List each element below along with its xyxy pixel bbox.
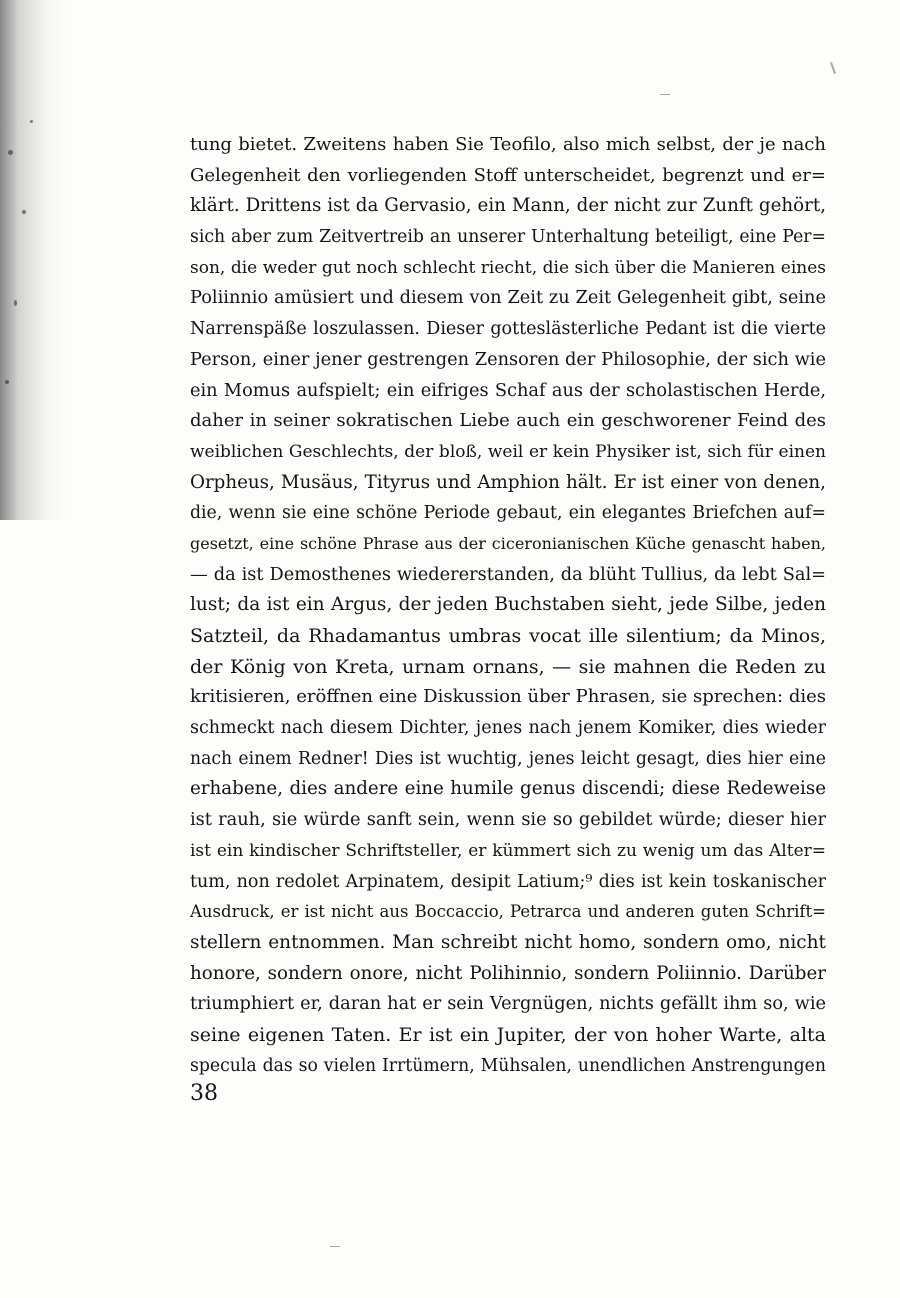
- text-line: Gelegenheit den vorliegenden Stoff unterscheidet, begrenzt und er=: [190, 164, 826, 186]
- text-line: stellern entnommen. Man schreibt nicht homo, sondern omo, nicht: [190, 931, 826, 953]
- binding-shadow: [0, 0, 70, 520]
- scan-mark: [830, 62, 836, 74]
- text-line: ist rauh, sie würde sanft sein, wenn sie so gebildet würde; dieser hier: [190, 810, 826, 831]
- text-line: die, wenn sie eine schöne Periode gebaut, ein elegantes Briefchen auf=: [190, 503, 826, 524]
- text-line: Ausdruck, er ist nicht aus Boccaccio, Petrarca und anderen guten Schrift=: [190, 902, 826, 922]
- text-line: Poliinnio amüsiert und diesem von Zeit zu Zeit Gelegenheit gibt, seine: [190, 288, 826, 309]
- scan-mark: [660, 94, 670, 95]
- text-line: ein Momus aufspielt; ein eifriges Schaf aus der scholastischen Herde,: [190, 380, 826, 401]
- text-line: Orpheus, Musäus, Tityrus und Amphion hält. Er ist einer von denen,: [190, 471, 826, 493]
- text-line: Narrenspäße loszulassen. Dieser gotteslästerliche Pedant ist die vierte: [190, 319, 826, 340]
- text-line: klärt. Drittens ist da Gervasio, ein Mann, der nicht zur Zunft gehört,: [190, 195, 826, 217]
- text-line: Satzteil, da Rhadamantus umbras vocat ille silentium; da Minos,: [190, 625, 826, 647]
- text-line: triumphiert er, daran hat er sein Vergnügen, nichts gefällt ihm so, wie: [190, 994, 826, 1015]
- text-line: der König von Kreta, urnam ornans, — sie mahnen die Reden zu: [190, 655, 826, 678]
- text-line: kritisieren, eröffnen eine Diskussion über Phrasen, sie sprechen: dies: [190, 686, 826, 708]
- text-line: — da ist Demosthenes wiedererstanden, da blüht Tullius, da lebt Sal=: [190, 564, 826, 585]
- text-line: lust; da ist ein Argus, der jeden Buchstaben sieht, jede Silbe, jeden: [190, 594, 826, 616]
- text-line: son, die weder gut noch schlecht riecht, die sich über die Manieren eines: [190, 257, 826, 278]
- text-line: gesetzt, eine schöne Phrase aus der ciceronianischen Küche genascht haben,: [190, 533, 826, 553]
- scan-speck: [22, 210, 26, 214]
- text-line: tum, non redolet Arpinatem, desipit Latium;⁹ dies ist kein toskanischer: [190, 871, 826, 892]
- scan-speck: [8, 150, 13, 155]
- text-line: schmeckt nach diesem Dichter, jenes nach jenem Komiker, dies wieder: [190, 718, 826, 739]
- text-line: tung bietet. Zweitens haben Sie Teofilo, also mich selbst, der je nach: [190, 134, 826, 155]
- text-line: Person, einer jener gestrengen Zensoren der Philosophie, der sich wie: [190, 349, 826, 370]
- body-text: [190, 130, 826, 1081]
- text-line: specula das so vielen Irrtümern, Mühsalen, unendlichen Anstrengungen: [190, 1055, 826, 1076]
- text-line: honore, sondern onore, nicht Polihinnio, sondern Poliinnio. Darüber: [190, 962, 826, 984]
- scan-speck: [5, 380, 9, 384]
- scan-speck: [14, 300, 17, 306]
- scan-mark: [330, 1246, 340, 1247]
- text-line: ist ein kindischer Schriftsteller, er kümmert sich zu wenig um das Alter=: [190, 840, 826, 861]
- page-number: 38: [190, 1081, 218, 1106]
- text-line: erhabene, dies andere eine humile genus discendi; diese Redeweise: [190, 778, 826, 800]
- text-line: nach einem Redner! Dies ist wuchtig, jenes leicht gesagt, dies hier eine: [190, 748, 826, 769]
- text-line: seine eigenen Taten. Er ist ein Jupiter, der von hoher Warte, alta: [190, 1023, 826, 1046]
- text-line: daher in seiner sokratischen Liebe auch ein geschworener Feind des: [190, 410, 826, 432]
- text-line: sich aber zum Zeitvertreib an unserer Unterhaltung beteiligt, eine Per=: [190, 227, 826, 248]
- text-line: weiblichen Geschlechts, der bloß, weil er kein Physiker ist, sich für einen: [190, 441, 826, 462]
- scan-speck: [30, 120, 33, 123]
